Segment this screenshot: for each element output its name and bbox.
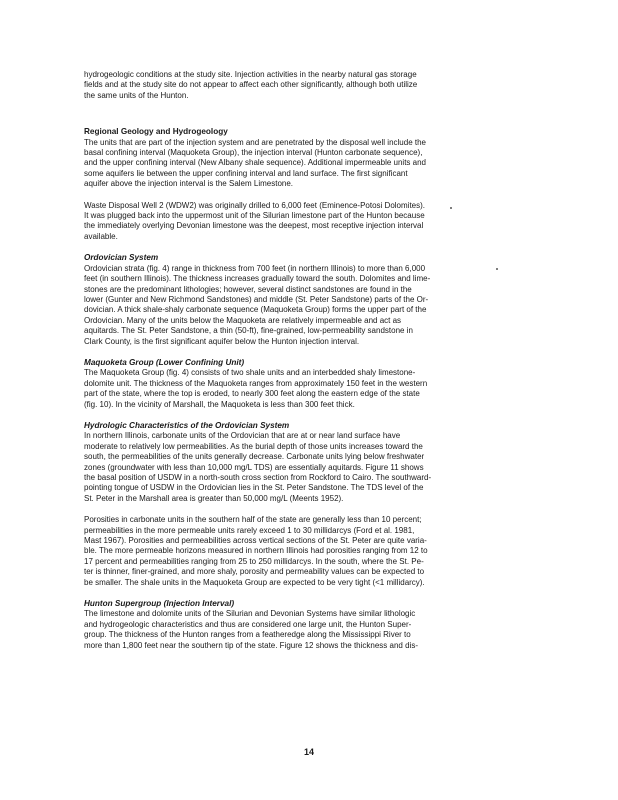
- section-heading-regional-geology: Regional Geology and Hydrogeology: [84, 127, 228, 137]
- text-line: dolomite unit. The thickness of the Maquoketa ranges from approximately 150 feet in the western: [84, 378, 428, 388]
- text-line: Ordovician. Many of the units below the Maquoketa are relatively impermeable and act as: [84, 315, 402, 325]
- page-number: 14: [303, 747, 314, 757]
- text-line: permeabilities in the more permeable units rarely exceed 1 to 30 millidarcys (Ford et al. 1981,: [84, 525, 415, 535]
- document-page: [84, 70, 524, 651]
- text-line: Mast 1967). Porosities and permeabilities across vertical sections of the St. Peter are quite varia-: [84, 536, 427, 546]
- text-line: Porosities in carbonate units in the southern half of the state are generally less than 10 percent;: [84, 515, 422, 525]
- text-line: and the upper confining interval (New Albany shale sequence). Additional impermeable units and: [84, 158, 426, 168]
- intro-paragraph: [84, 70, 524, 101]
- subsection-heading-ordovician-system: Ordovician System: [84, 253, 159, 263]
- text-line: The limestone and dolomite units of the Silurian and Devonian Systems have similar lithologic: [84, 609, 416, 619]
- text-line: and hydrogeologic characteristics and thus are considered one large unit, the Hunton Super-: [84, 619, 412, 629]
- text-line: be smaller. The shale units in the Maquoketa Group are expected to be very tight (<1 millidarcy).: [84, 577, 425, 587]
- text-line: hydrogeologic conditions at the study site. Injection activities in the nearby natural gas storage: [84, 70, 417, 79]
- text-line: available.: [84, 231, 118, 241]
- regional-paragraph-2: [84, 201, 524, 243]
- text-line: Ordovician strata (fig. 4) range in thickness from 700 feet (in northern Illinois) to more than 6,000: [84, 263, 426, 273]
- text-line: zones (groundwater with less than 10,000 mg/L TDS) are essentially aquitards. Figure 11 shows: [84, 462, 424, 472]
- text-line: Waste Disposal Well 2 (WDW2) was originally drilled to 6,000 feet (Eminence-Potosi Dolomites).: [84, 200, 426, 210]
- ordovician-paragraph: [84, 264, 524, 347]
- text-line: feet (in southern Illinois). The thickness increases gradually toward the south. Dolomites and lime-: [84, 274, 431, 284]
- text-line: south, the permeabilities of the units generally decrease. Carbonate units lying below freshwater: [84, 452, 425, 462]
- maquoketa-paragraph: [84, 368, 524, 410]
- text-line: lower (Gunter and New Richmond Sandstones) and middle (St. Peter Sandstone) parts of the Or-: [84, 294, 429, 304]
- text-line: aquifer above the injection interval is the Salem Limestone.: [84, 179, 294, 189]
- text-line: Clark County, is the first significant aquifer below the Hunton injection interval.: [84, 336, 360, 346]
- hydrologic-paragraph-2: [84, 515, 524, 588]
- text-line: St. Peter in the Marshall area is greater than 50,000 mg/L (Meents 1952).: [84, 493, 344, 503]
- subsection-heading-maquoketa-group: Maquoketa Group (Lower Confining Unit): [84, 357, 245, 367]
- scan-speck: [496, 268, 498, 270]
- text-line: basal confining interval (Maquoketa Group), the injection interval (Hunton carbonate sequence),: [84, 148, 423, 158]
- text-line: moderate to relatively low permeabilities. As the burial depth of those units increases toward the: [84, 441, 423, 451]
- text-line: part of the state, where the top is eroded, to nearly 300 feet along the eastern edge of the state: [84, 389, 420, 399]
- text-line: aquitards. The St. Peter Sandstone, a thin (50-ft), fine-grained, low-permeability sandstone in: [84, 326, 413, 336]
- text-line: ter is thinner, finer-grained, and more shaly, porosity and permeability values can be expected to: [84, 567, 425, 577]
- text-line: group. The thickness of the Hunton ranges from a featheredge along the Mississippi River to: [84, 630, 411, 640]
- text-line: the basal position of USDW in a north-south cross section from Rockford to Cairo. The southward-: [84, 473, 432, 482]
- text-line: The Maquoketa Group (fig. 4) consists of two shale units and an interbedded shaly limestone-: [84, 368, 416, 378]
- text-line: ble. The more permeable horizons measured in northern Illinois had porosities ranging from 12 to: [84, 546, 428, 556]
- scan-speck: [450, 207, 452, 209]
- hydrologic-paragraph-1: [84, 431, 524, 504]
- hunton-paragraph: [84, 609, 524, 651]
- text-line: 17 percent and permeabilities ranging from 25 to 250 millidarcys. In the south, where the St. Pe-: [84, 556, 424, 566]
- text-line: the immediately overlying Devonian limestone was the deepest, most receptive injection interval: [84, 221, 424, 231]
- text-line: In northern Illinois, carbonate units of the Ordovician that are at or near land surface have: [84, 431, 401, 441]
- regional-paragraph-1: [84, 138, 524, 190]
- subsection-heading-hydrologic-characteristics: Hydrologic Characteristics of the Ordovician System: [84, 420, 290, 430]
- text-line: It was plugged back into the uppermost unit of the Silurian limestone part of the Hunton because: [84, 211, 425, 221]
- text-line: pointing tongue of USDW in the Ordovician lies in the St. Peter Sandstone. The TDS level of the: [84, 483, 424, 493]
- text-line: the same units of the Hunton.: [84, 90, 189, 100]
- text-line: dovician. A thick shale-shaly carbonate sequence (Maquoketa Group) forms the upper part of the: [84, 305, 427, 315]
- text-line: stones are the predominant lithologies; however, several distinct sandstones are found in the: [84, 284, 412, 294]
- text-line: The units that are part of the injection system and are penetrated by the disposal well include the: [84, 137, 426, 147]
- text-line: (fig. 10). In the vicinity of Marshall, the Maquoketa is less than 300 feet thick.: [84, 399, 355, 409]
- text-line: some aquifers lie between the upper confining interval and land surface. The first significant: [84, 168, 408, 178]
- text-line: more than 1,800 feet near the southern tip of the state. Figure 12 shows the thickness and dis-: [84, 640, 418, 650]
- subsection-heading-hunton-supergroup: Hunton Supergroup (Injection Interval): [84, 599, 235, 609]
- text-line: fields and at the study site do not appear to affect each other significantly, although both utilize: [84, 80, 418, 90]
